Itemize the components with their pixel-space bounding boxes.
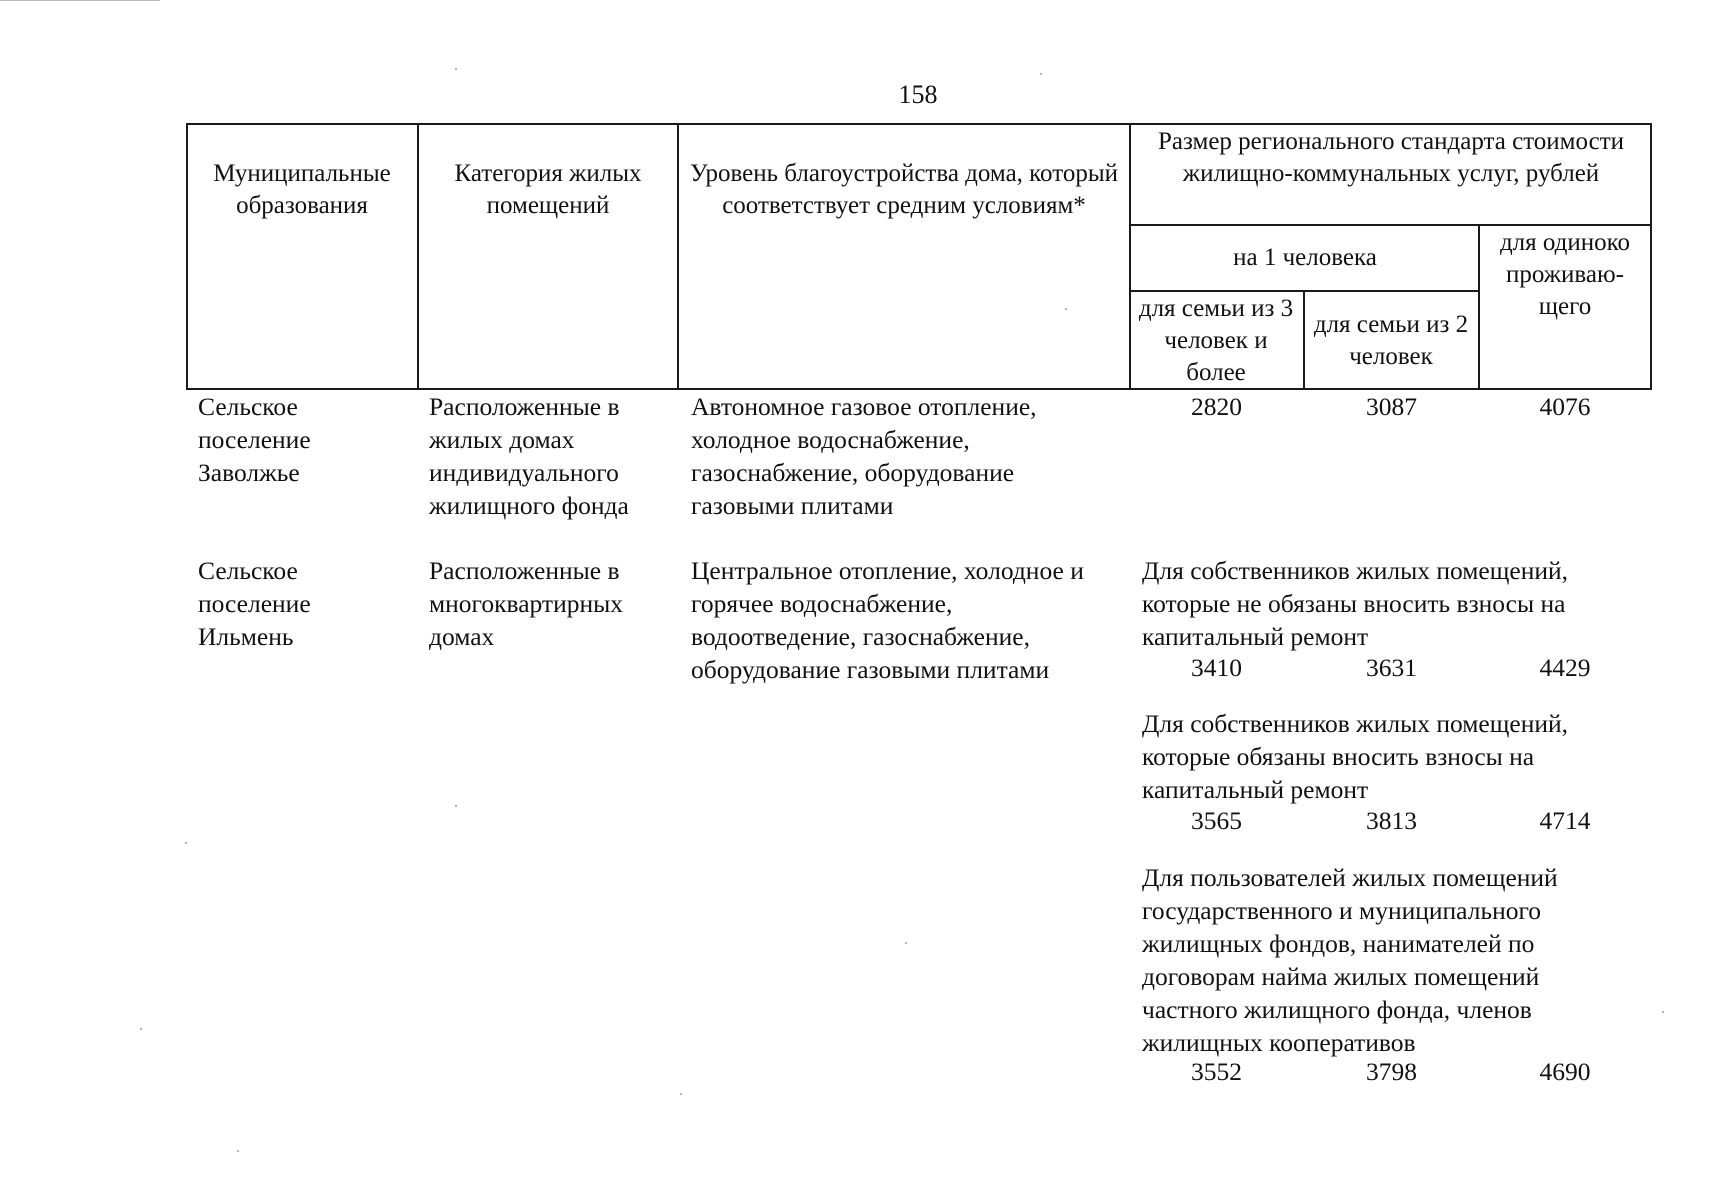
value-family-2: 3813 (1366, 806, 1417, 835)
value-family-3: 3552 (1191, 1057, 1242, 1086)
value-single: 4076 (1539, 392, 1591, 421)
header-single: для одиноко проживаю-щего (1499, 229, 1631, 320)
value-single: 4714 (1539, 806, 1591, 835)
header-standard-size: Размер регионального стандарта стоимости жилищно-коммунальных услуг, рублей (1157, 128, 1625, 187)
value-family-3: 2820 (1191, 392, 1242, 421)
header-comfort-level: Уровень благоустройства дома, который соответствует средним условиям* (690, 160, 1118, 219)
value-single: 4690 (1539, 1057, 1591, 1086)
value-family-2: 3631 (1366, 653, 1417, 682)
row-comfort: Центральное отопление, холодное и горячее водоснабжение, водоотведение, газоснабжение, оборудование газовыми плитами (691, 556, 1084, 684)
row-comfort: Автономное газовое отопление, холодное водоснабжение, газоснабжение, оборудование газовыми плитами (691, 392, 1037, 520)
value-family-2: 3087 (1366, 392, 1417, 421)
row-municipality: Сельское поселение Ильмень (198, 556, 311, 651)
row-category: Расположенные в жилых домах индивидуального жилищного фонда (429, 392, 629, 520)
value-family-2: 3798 (1366, 1057, 1417, 1086)
value-family-3: 3410 (1191, 653, 1242, 682)
header-per-person: на 1 человека (1233, 244, 1377, 271)
value-family-3: 3565 (1191, 806, 1242, 835)
scan-edge-line (0, 0, 160, 1)
page-number: 158 (898, 80, 938, 109)
row-municipality: Сельское поселение Заволжье (198, 392, 311, 487)
header-family-3: для семьи из 3 человек и более (1138, 295, 1294, 386)
header-category: Категория жилых помещений (454, 160, 642, 219)
value-single: 4429 (1539, 653, 1591, 682)
owner-group-note: Для собственников жилых помещений, которые обязаны вносить взносы на капитальный ремонт (1142, 709, 1569, 804)
tenant-group-note: Для пользователей жилых помещений государственного и муниципального жилищных фондов, нанимателей по договорам найма жилых помещений частного жилищного фонда, членов жилищных кооперативов (1142, 863, 1558, 1057)
header-municipality: Муниципальные образования (213, 160, 391, 219)
header-family-2: для семьи из 2 человек (1313, 311, 1469, 370)
row-category: Расположенные в многоквартирных домах (429, 556, 624, 651)
owner-group-note: Для собственников жилых помещений, которые не обязаны вносить взносы на капитальный ремонт (1142, 556, 1569, 651)
